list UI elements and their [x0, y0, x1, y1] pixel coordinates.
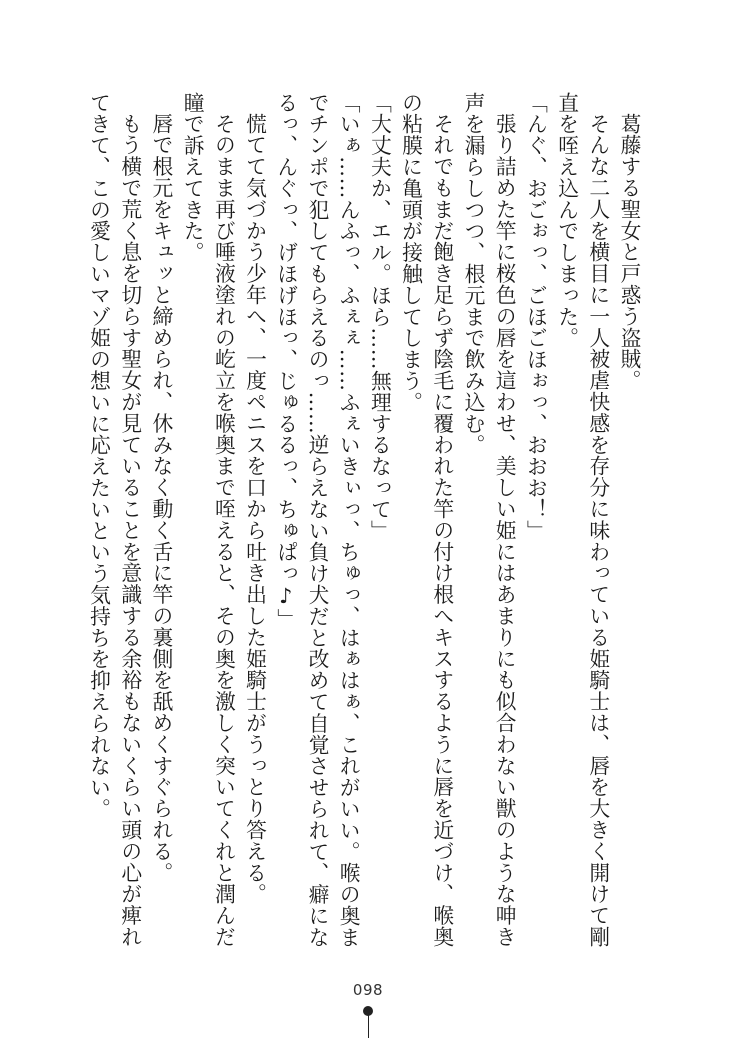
page-marker-icon [366, 1006, 370, 1038]
page-number: 098 [352, 981, 384, 999]
marker-line [368, 1014, 369, 1038]
paragraph-9: そのまま再び唾液塗れの屹立を喉奥まで咥えると、その奥を激しく突いてくれと潤んだ瞳で訴えてきた。 [180, 92, 236, 948]
paragraph-3: 「んぐ、おごぉっ、ごほごほぉっ、おおお！」 [523, 92, 548, 542]
vertical-text-body [84, 92, 644, 964]
paragraph-2: そんな二人を横目に一人被虐快感を存分に味わっている姫騎士は、唇を大きく開けて剛直を咥え込んでしまった。 [554, 92, 610, 948]
paragraph-7: 「いぁ……んふっ、ふぇぇ……ふぇいきぃっ、ちゅっ、はぁはぁ、これがいい。喉の奥までチンポで犯してもらえるのっ……逆らえない負け犬だと改めて自覚させられて、癖になるっ、んぐっ、げほげほっ、じゅるるっ、ちゅぱっ♪」 [273, 92, 361, 948]
paragraph-4: 張り詰めた竿に桜色の唇を這わせ、美しい姫にはあまりにも似合わない獣のような呻き声を漏らしつつ、根元まで飲み込む。 [460, 92, 517, 948]
paragraph-1: 葛藤する聖女と戸惑う盗賊。 [617, 112, 641, 391]
paragraph-5: それでもまだ飽き足らず陰毛に覆われた竿の付け根へキスするように唇を近づけ、喉奥の粘膜に亀頭が接触してしまう。 [398, 92, 454, 948]
paragraph-8: 慌てて気づかう少年へ、一度ペニスを口から吐き出した姫騎士がうっとり答える。 [242, 112, 267, 905]
paragraph-10: 唇で根元をキュッと締められ、休みなく動く舌に竿の裏側を舐めくすぐられる。 [148, 112, 173, 884]
paragraph-11: もう横で荒く息を切らす聖女が見ていることを意識する余裕もないくらい頭の心が痺れてきて、この愛しいマゾ姫の想いに応えたいという気持ちを抑えられない。 [86, 92, 142, 948]
paragraph-6: 「大丈夫か、エル。ほら……無理するなって」 [367, 92, 392, 542]
